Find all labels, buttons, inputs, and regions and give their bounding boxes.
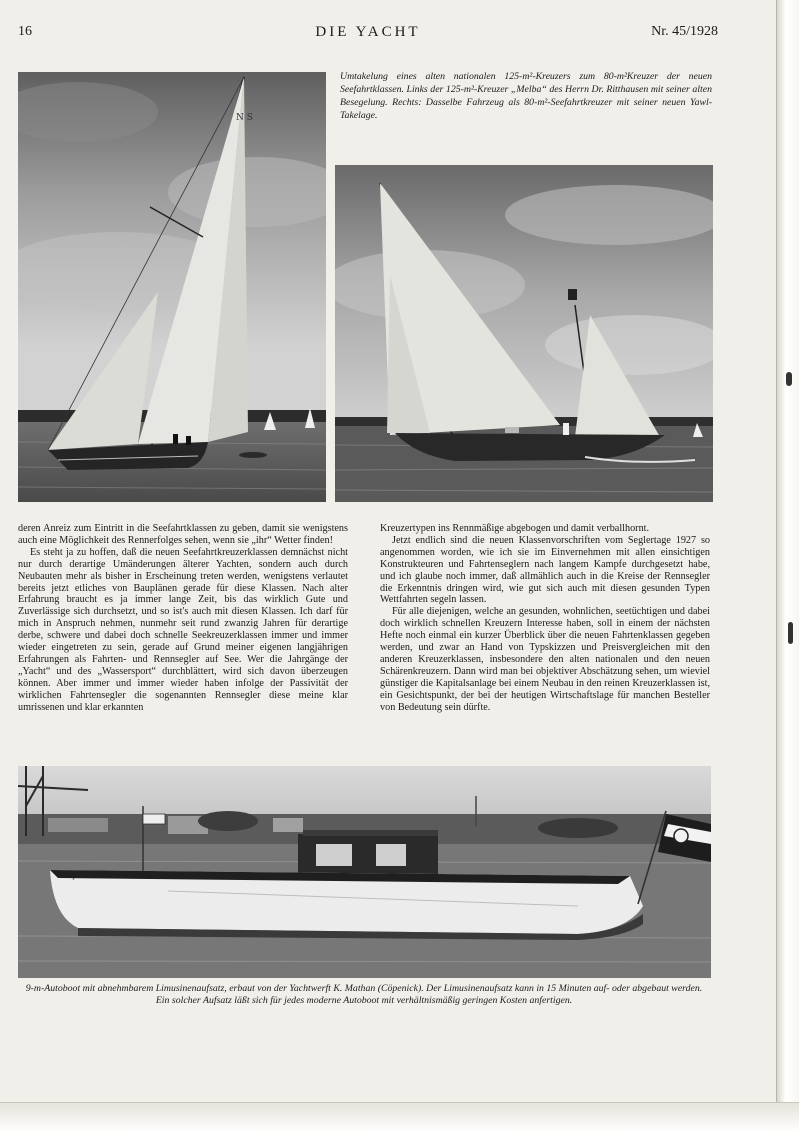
paragraph: deren Anreiz zum Eintritt in die Seefahrtklassen zu geben, damit sie wenigstens auch eine Möglichkeit des Rennerfolges sehen, wenn sie „ihr“ Wetter finden! [18,523,348,546]
caption-sailing-photos: Umtakelung eines alten nationalen 125-m²-Kreuzers zum 80-m²Kreuzer der neuen Seefahrtklassen. Links der 125-m²-Kreuzer „Melba“ des Herrn Dr. Ritthausen mit seiner alten Besegelung. Rechts: Dasselbe Fahrzeug als 80-m²-Seefahrtkreuzer mit seiner neuen Yawl-Takelage. [340,71,712,121]
sail-number-text: N S [236,113,253,123]
magazine-title: DIE YACHT [315,24,421,40]
edge-mark [786,372,792,386]
page-edge-bottom [0,1102,799,1133]
article-column-left [18,523,348,714]
running-header [18,24,718,44]
boat-name-text: JLSE II [73,872,95,880]
paragraph: Jetzt endlich sind die neuen Klassenvorschriften vom Seglertage 1927 so angenommen worden, wie ich sie im Einvernehmen mit allen einsichtigen Konstrukteuren und Fahrtenseglern nach langem Kampfe durchgesetzt habe, und ich glaube noch immer, daß allmählich auch in die Kreise der Rennsegler die Erkenntnis dringen wird, wie gut sich auch mit diesen gesunden Typen Wettfahrten segeln lassen. [380,534,710,606]
paragraph: Für alle diejenigen, welche an gesunden, wohnlichen, seetüchtigen und dabei doch wirklich schnellen Kreuzern Interesse haben, soll in einem der nächsten Hefte noch einmal ein kurzer Überblick über die neuen Fahrtenklassen gegeben werden, und zwar an Hand von Typskizzen und Preisvergleichen mit den anderen Kreuzerklassen, insbesondere den alten nationalen und den neuen Schärenkreuzern. Dann wird man bei objektiver Abschätzung sehen, um wieviel günstiger die Kapitalsanlage bei einem Neubau in den reinen Kreuzerklassen ist, ein Gesichtspunkt, der bei der heutigen Wirtschaftslage für manchen Besteller von Bedeutung sein dürfte. [380,606,710,713]
paragraph: Kreuzertypen ins Rennmäßige abgebogen und damit verballhornt. [380,523,650,534]
photo-yacht-old-rig [18,72,326,502]
paragraph: Es steht ja zu hoffen, daß die neuen Seefahrtkreuzerklassen demnächst nicht nur durch derartige Umänderungen älterer Yachten, sondern auch durch Neubauten mehr als bisher in Erscheinung treten werden, wenigstens verlautet bereits jetzt etliches von Bauplänen gerade für diese Klassen. Nach alter Erfahrung braucht es ja immer lange Zeit, bis das wirklich Gute und Zuverlässige sich durchsetzt, und so ist's auch mit diesen Klassen. Ich darf für mich in Anspruch nehmen, nunmehr seit rund zwanzig Jahren für derartige derbe, schwere und dabei doch schnelle Seekreuzerklassen immer und immer wieder eingetreten zu sein, gerade auf Grund meiner eigenen langjährigen Erfahrungen als Fahrten- und Rennsegler auf See. Wer die Jahrgänge der „Yacht“ und des „Wassersport“ durchblättert, wird sich davon überzeugen können. Aber immer und immer wieder haben infolge der Passivität der wirklichen Fahrtensegler die sogenannten Rennsegler diese meine klar umrissenen und klar erkannten [18,546,348,713]
article-column-right [380,523,710,714]
photo-yacht-yawl-rig [335,165,713,502]
issue-number: Nr. 45/1928 [651,24,718,39]
edge-mark [788,622,793,644]
page-edge-right [776,0,799,1133]
caption-motorboat: 9-m-Autoboot mit abnehmbarem Limusinenaufsatz, erbaut von der Yachtwerft K. Mathan (Cöpenick). Der Limusinenaufsatz kann in 15 Minuten auf- oder abgebaut werden. Ein solcher Aufsatz läßt sich für jedes moderne Autoboot mit verhältnismäßig geringen Kosten anfertigen. [25,983,703,1007]
page-number: 16 [18,24,32,39]
photo-motorboat [18,766,711,978]
